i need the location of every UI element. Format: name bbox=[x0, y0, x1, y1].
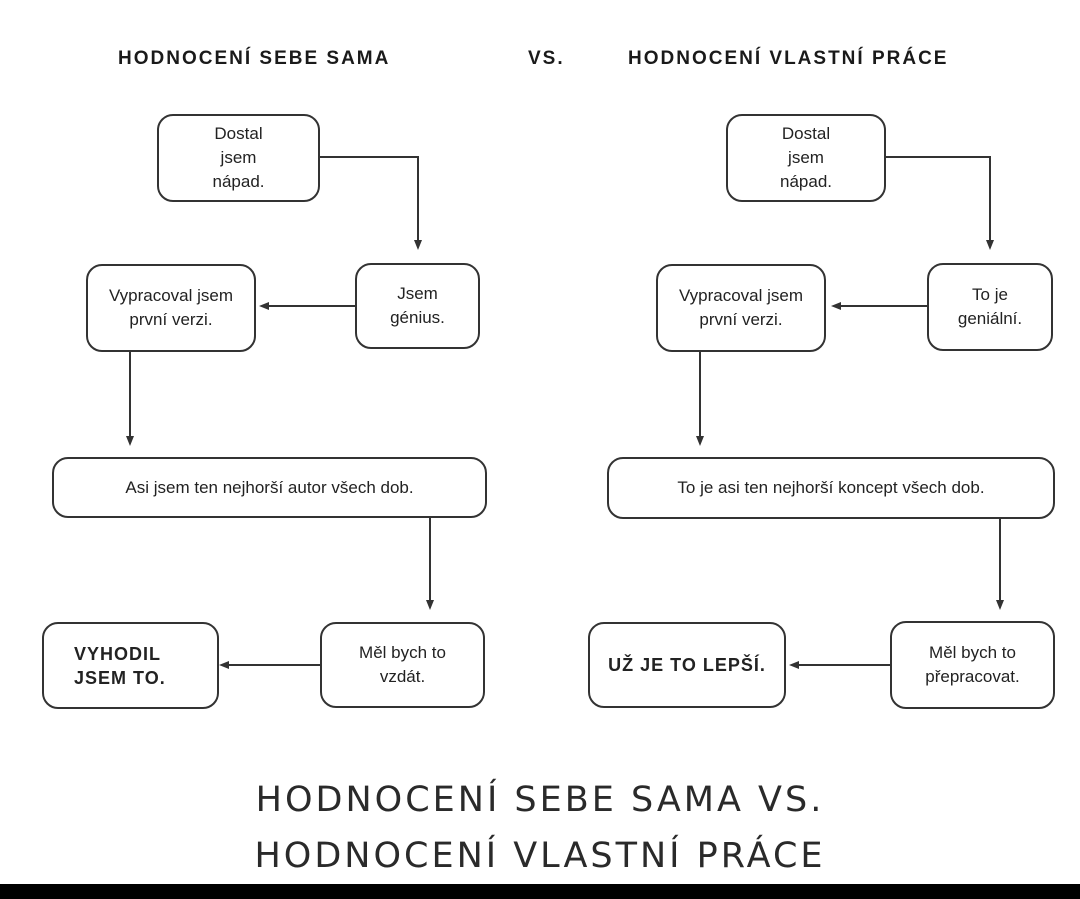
bottom-black-bar bbox=[0, 884, 1080, 899]
caption-line-2: HODNOCENÍ VLASTNÍ PRÁCE bbox=[254, 836, 826, 876]
left-arrow-idea-to-genius bbox=[320, 157, 418, 245]
right-box-idea: Dostal jsem nápad. bbox=[726, 114, 886, 202]
right-box-draft: Vypracoval jsem první verzi. bbox=[656, 264, 826, 352]
left-box-result: VYHODIL JSEM TO. bbox=[42, 622, 219, 709]
right-column-title: HODNOCENÍ VLASTNÍ PRÁCE bbox=[628, 48, 949, 69]
right-box-rework: Měl bych to přepracovat. bbox=[890, 621, 1055, 709]
right-arrow-idea-to-genius bbox=[885, 157, 990, 245]
left-box-genius: Jsem génius. bbox=[355, 263, 480, 349]
left-box-idea: Dostal jsem nápad. bbox=[157, 114, 320, 202]
right-box-result: UŽ JE TO LEPŠÍ. bbox=[588, 622, 786, 708]
versus-label: VS. bbox=[528, 48, 565, 69]
left-box-worst: Asi jsem ten nejhorší autor všech dob. bbox=[52, 457, 487, 518]
right-box-genius: To je geniální. bbox=[927, 263, 1053, 351]
left-box-draft: Vypracoval jsem první verzi. bbox=[86, 264, 256, 352]
caption-line-1: HODNOCENÍ SEBE SAMA VS. bbox=[255, 780, 825, 820]
left-column-title: HODNOCENÍ SEBE SAMA bbox=[118, 48, 391, 69]
left-box-quit: Měl bych to vzdát. bbox=[320, 622, 485, 708]
right-box-worst: To je asi ten nejhorší koncept všech dob. bbox=[607, 457, 1055, 519]
